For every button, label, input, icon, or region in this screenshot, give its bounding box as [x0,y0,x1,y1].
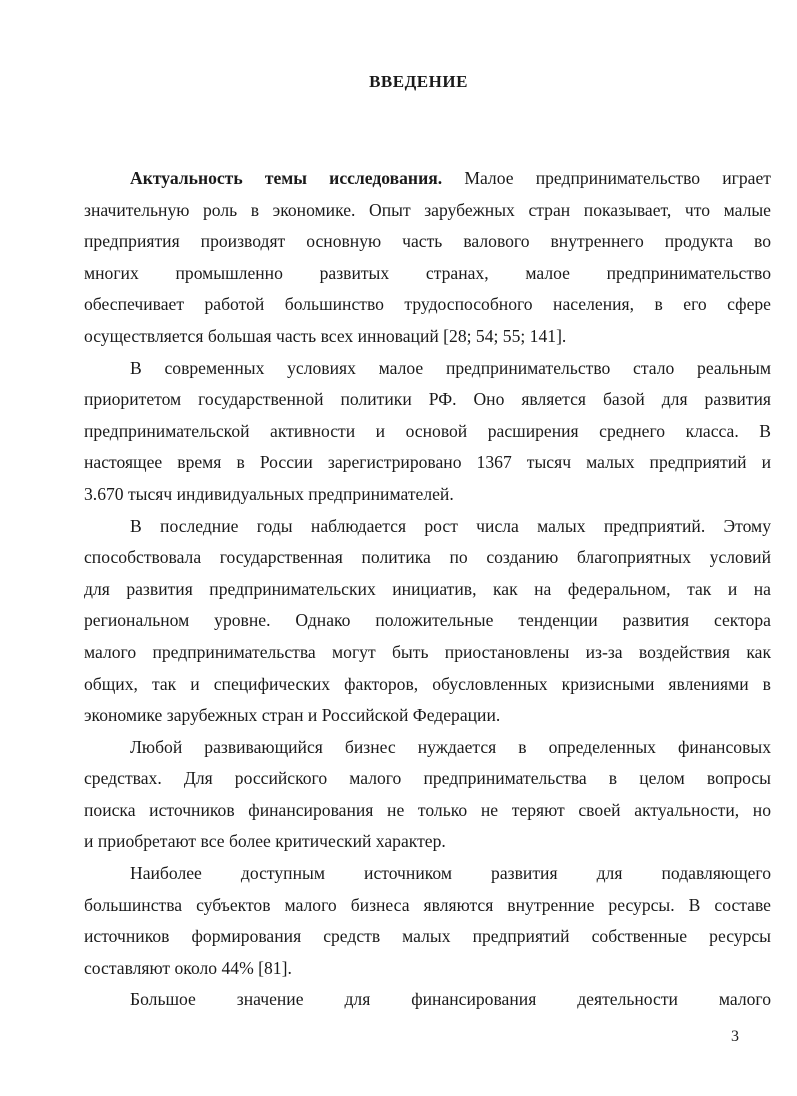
paragraph [84,163,771,353]
line-text: региональном уровне. Однако положительные тенденции развития сектора [84,610,771,631]
text-line [84,447,771,479]
text-line [84,511,771,543]
line-text: Любой развивающийся бизнес нуждается в определенных финансовых [130,736,771,757]
text-line [84,479,771,511]
paragraph [84,353,771,511]
line-text: осуществляется большая часть всех инноваций [28; 54; 55; 141]. [84,325,567,346]
text-line [84,700,771,732]
page-title: ВВЕДЕНИЕ [369,72,468,91]
line-text: многих промышленно развитых странах, малое предпринимательство [84,262,771,283]
document-body [84,163,771,1016]
line-text: малого предпринимательства могут быть приостановлены из-за воздействия как [84,641,771,662]
line-text: общих, так и специфических факторов, обусловленных кризисными явлениями в [84,673,771,694]
text-line [84,890,771,922]
line-text: значительную роль в экономике. Опыт зарубежных стран показывает, что малые [84,199,771,220]
line-text: настоящее время в России зарегистрировано 1367 тысяч малых предприятий и [84,452,771,473]
text-line [84,605,771,637]
line-text: большинства субъектов малого бизнеса являются внутренние ресурсы. В составе [84,894,771,915]
line-text: поиска источников финансирования не только не теряют своей актуальности, но [84,799,771,820]
text-line [84,542,771,574]
text-line [84,574,771,606]
text-line [84,732,771,764]
line-text: средствах. Для российского малого предпринимательства в целом вопросы [84,768,771,789]
text-line [84,858,771,890]
paragraph [84,732,771,858]
line-text: 3.670 тысяч индивидуальных предпринимателей. [84,483,454,504]
text-line [84,637,771,669]
line-text: предпринимательской активности и основой расширения среднего класса. В [84,420,771,441]
text-line [84,921,771,953]
text-line [84,384,771,416]
bold-lead: Актуальность темы исследования. [130,168,443,188]
text-line [84,163,771,195]
line-text: Большое значение для финансирования деятельности малого [130,989,771,1010]
line-text: способствовала государственная политика по созданию благоприятных условий [84,547,771,568]
text-line [84,258,771,290]
line-text: В последние годы наблюдается рост числа малых предприятий. Этому [130,515,771,536]
page-number: 3 [731,1028,739,1045]
line-text: источников формирования средств малых предприятий собственные ресурсы [84,926,771,947]
line-text: и приобретают все более критический характер. [84,831,446,852]
text-line [84,984,771,1016]
text-line [84,795,771,827]
line-text: для развития предпринимательских инициатив, как на федеральном, так и на [84,578,771,599]
line-text: Малое предпринимательство играет [442,168,771,188]
line-text: В современных условиях малое предпринимательство стало реальным [130,357,771,378]
text-line [84,416,771,448]
paragraph [84,858,771,984]
text-line [84,289,771,321]
text-line [84,195,771,227]
line-text: обеспечивает работой большинство трудоспособного населения, в его сфере [84,294,771,315]
paragraph [84,511,771,732]
text-line [84,953,771,985]
text-line [84,826,771,858]
line-text: экономике зарубежных стран и Российской Федерации. [84,705,501,726]
line-text: составляют около 44% [81]. [84,957,292,978]
line-text: предприятия производят основную часть валового внутреннего продукта во [84,231,771,252]
line-text: Наиболее доступным источником развития для подавляющего [130,863,771,884]
text-line [84,353,771,385]
text-line [84,763,771,795]
text-line [84,321,771,353]
text-line [84,226,771,258]
line-text: приоритетом государственной политики РФ. Оно является базой для развития [84,389,771,410]
text-line [84,669,771,701]
paragraph [84,984,771,1016]
